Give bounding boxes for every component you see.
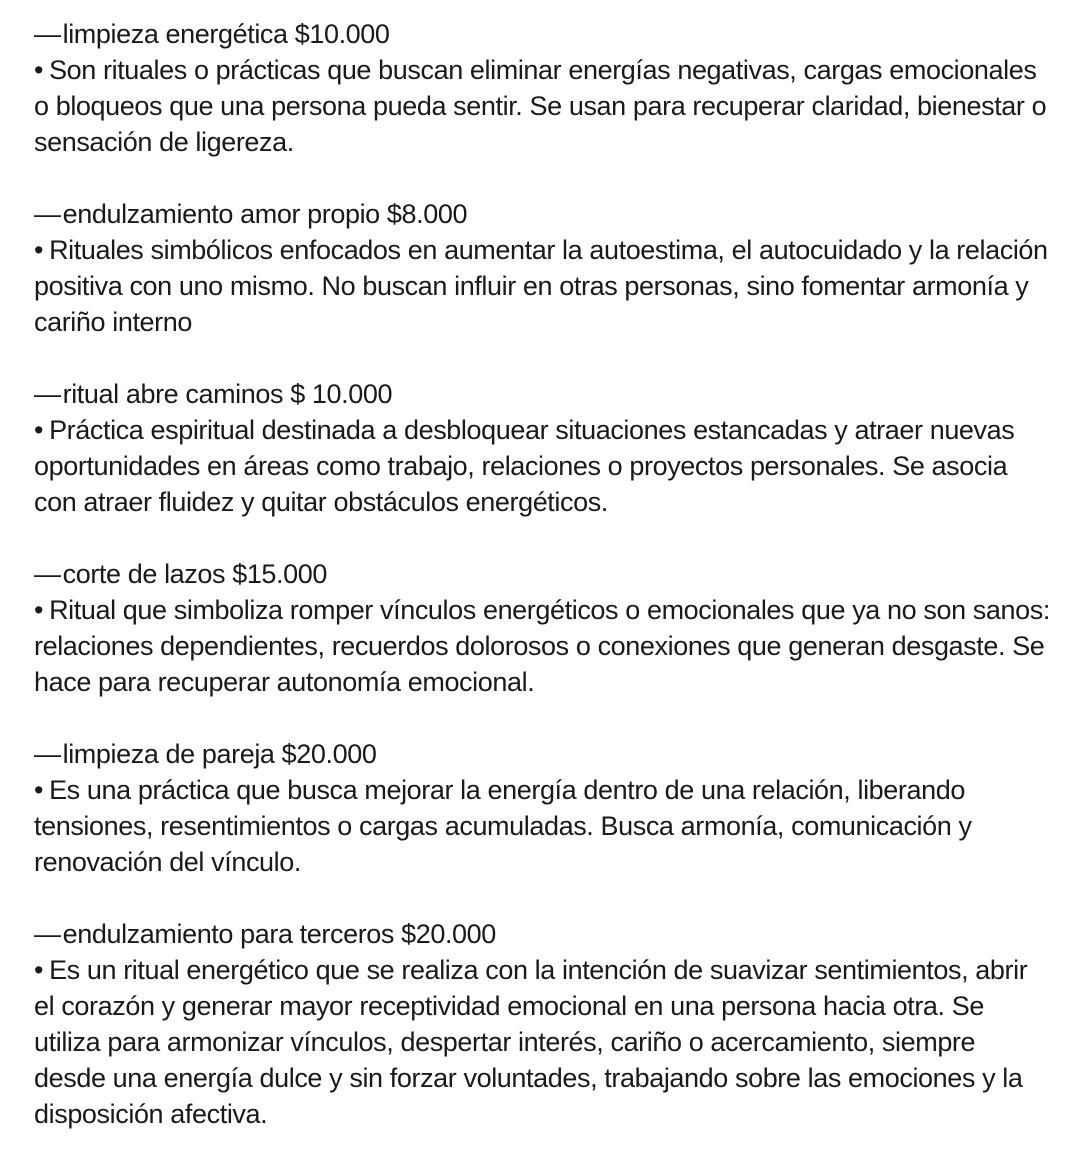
bullet-glyph: •: [34, 595, 44, 625]
service-title: [34, 736, 1050, 772]
dash-glyph: —: [34, 559, 61, 589]
service-description: [34, 52, 1050, 160]
dash-glyph: —: [34, 379, 61, 409]
service-title: [34, 16, 1050, 52]
service-title: [34, 916, 1050, 952]
service-description: [34, 592, 1050, 700]
service-title-text: endulzamiento amor propio $8.000: [62, 199, 468, 229]
service-description-text: Práctica espiritual destinada a desbloquear situaciones estancadas y atraer nuevas oportunidades en áreas como trabajo, relaciones o proyectos personales. Se asocia con atraer fluidez y quitar obstáculos energéticos.: [34, 415, 1015, 517]
service-item-limpieza-de-pareja: [34, 736, 1050, 880]
service-description-text: Rituales simbólicos enfocados en aumentar la autoestima, el autocuidado y la relación positiva con uno mismo. No buscan influir en otras personas, sino fomentar armonía y cariño interno: [34, 235, 1048, 337]
service-title: [34, 376, 1050, 412]
dash-glyph: —: [34, 739, 61, 769]
service-description-text: Son rituales o prácticas que buscan eliminar energías negativas, cargas emocionales o bloqueos que una persona pueda sentir. Se usan para recuperar claridad, bienestar o sensación de ligereza.: [34, 55, 1047, 157]
service-description: [34, 772, 1050, 880]
service-item-endulzamiento-para-terceros: [34, 916, 1050, 1132]
dash-glyph: —: [34, 199, 61, 229]
service-title: [34, 556, 1050, 592]
service-title-text: corte de lazos $15.000: [62, 559, 327, 589]
service-description: [34, 412, 1050, 520]
service-item-corte-de-lazos: [34, 556, 1050, 700]
service-title-text: limpieza energética $10.000: [62, 19, 390, 49]
service-title-text: endulzamiento para terceros $20.000: [62, 919, 496, 949]
service-item-endulzamiento-amor-propio: [34, 196, 1050, 340]
service-description: [34, 232, 1050, 340]
service-title-text: ritual abre caminos $ 10.000: [62, 379, 393, 409]
bullet-glyph: •: [34, 235, 44, 265]
service-description-text: Es una práctica que busca mejorar la energía dentro de una relación, liberando tensiones, resentimientos o cargas acumuladas. Busca armonía, comunicación y renovación del vínculo.: [34, 775, 972, 877]
service-item-limpieza-energetica: [34, 16, 1050, 160]
service-item-ritual-abre-caminos: [34, 376, 1050, 520]
bullet-glyph: •: [34, 55, 44, 85]
dash-glyph: —: [34, 19, 61, 49]
service-description: [34, 952, 1050, 1132]
bullet-glyph: •: [34, 955, 44, 985]
service-description-text: Ritual que simboliza romper vínculos energéticos o emocionales que ya no son sanos: relaciones dependientes, recuerdos dolorosos o conexiones que generan desgaste. Se hace para recuperar autonomía emocional.: [34, 595, 1050, 697]
service-description-text: Es un ritual energético que se realiza con la intención de suavizar sentimientos, abrir el corazón y generar mayor receptividad emocional en una persona hacia otra. Se utiliza para armonizar vínculos, despertar interés, cariño o acercamiento, siempre desde una energía dulce y sin forzar voluntades, trabajando sobre las emociones y la disposición afectiva.: [34, 955, 1028, 1129]
service-title: [34, 196, 1050, 232]
dash-glyph: —: [34, 919, 61, 949]
bullet-glyph: •: [34, 775, 44, 805]
bullet-glyph: •: [34, 415, 44, 445]
service-title-text: limpieza de pareja $20.000: [62, 739, 377, 769]
